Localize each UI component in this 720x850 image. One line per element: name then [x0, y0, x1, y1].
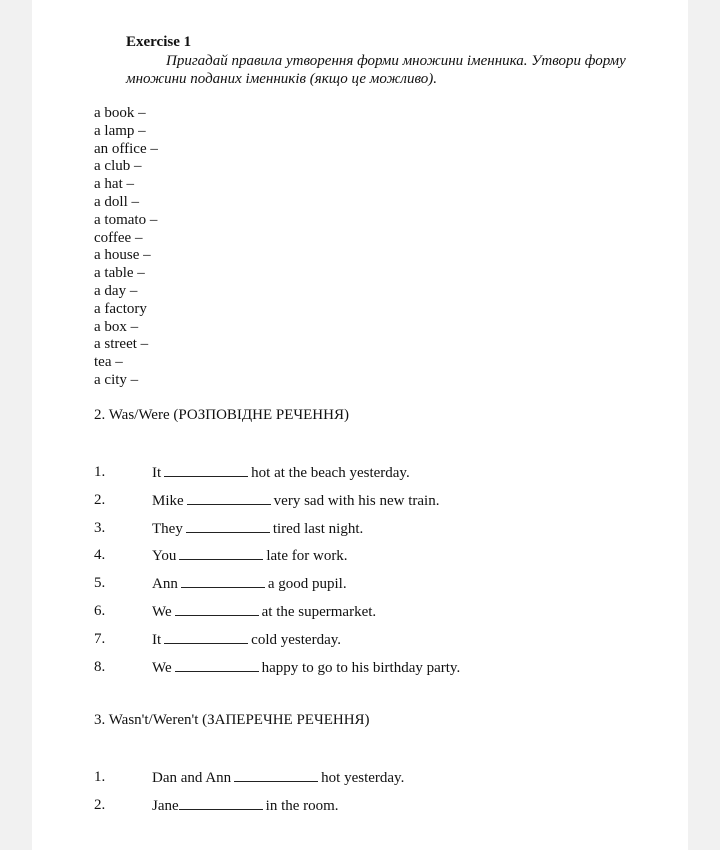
row-number: 3.: [94, 519, 106, 536]
row-number: 5.: [94, 575, 106, 592]
sentence-start: It: [152, 631, 162, 648]
row-number: 4.: [94, 547, 106, 564]
row-number: 2.: [94, 796, 106, 813]
answer-blank[interactable]: [164, 629, 248, 644]
answer-blank[interactable]: [179, 795, 263, 810]
row-number: 7.: [94, 630, 106, 647]
sentence-start: It: [152, 465, 162, 481]
row-sentence: [152, 518, 363, 539]
noun-item: a house –: [94, 247, 151, 264]
row-sentence: [152, 490, 439, 511]
row-sentence: [152, 462, 410, 483]
row-sentence: [152, 795, 339, 816]
noun-item: a box –: [94, 318, 139, 335]
row-sentence: [152, 767, 404, 788]
sentence-end: tired last night.: [272, 520, 364, 537]
answer-blank[interactable]: [164, 462, 248, 477]
noun-item: a factory: [94, 300, 147, 317]
sentence-start: Ann: [152, 576, 178, 593]
sentence-start: We: [152, 659, 172, 676]
sentence-end: happy to go to his birthday party.: [261, 659, 461, 676]
answer-blank[interactable]: [179, 545, 263, 560]
exercise-title: Exercise 1: [126, 34, 192, 50]
sentence-start: You: [152, 548, 177, 565]
answer-blank[interactable]: [181, 573, 265, 588]
sentence-end: late for work.: [266, 548, 348, 565]
answer-blank[interactable]: [186, 518, 270, 533]
sentence-end: a good pupil.: [267, 576, 347, 593]
section2-heading: 2. Was/Were (РОЗПОВІДНЕ РЕЧЕННЯ): [94, 407, 349, 423]
worksheet-page: [32, 0, 688, 850]
row-number: 2.: [94, 491, 106, 508]
sentence-end: hot at the beach yesterday.: [251, 465, 410, 481]
sentence-start: We: [152, 603, 172, 620]
noun-item: a day –: [94, 282, 138, 299]
noun-item: a doll –: [94, 193, 139, 210]
sentence-end: cold yesterday.: [251, 631, 341, 648]
sentence-start: They: [152, 520, 183, 537]
noun-item: a club –: [94, 158, 142, 175]
sentence-start: Dan and Ann: [152, 770, 232, 786]
answer-blank[interactable]: [175, 601, 259, 616]
noun-item: a city –: [94, 371, 139, 388]
sentence-end: very sad with his new train.: [273, 492, 440, 509]
noun-item: tea –: [94, 354, 123, 371]
exercise-instruction: Пригадай правила утворення форми множини іменника. Утвори форму множини поданих іменників (якщо це можливо).: [126, 53, 626, 87]
sentence-end: hot yesterday.: [321, 770, 405, 786]
sentence-start: Mike: [152, 492, 184, 509]
row-number: 6.: [94, 602, 106, 619]
noun-item: a book –: [94, 105, 146, 121]
noun-item: a hat –: [94, 176, 134, 193]
answer-blank[interactable]: [175, 657, 259, 672]
sentence-end: in the room.: [265, 797, 339, 814]
noun-item: a table –: [94, 265, 145, 282]
noun-list: [94, 105, 158, 390]
row-sentence: [152, 545, 348, 566]
row-sentence: [152, 573, 347, 594]
row-number: 1.: [94, 769, 106, 785]
row-number: 8.: [94, 658, 106, 675]
noun-item: a street –: [94, 336, 149, 353]
noun-item: an office –: [94, 140, 158, 157]
sentence-end: at the supermarket.: [261, 603, 377, 620]
row-sentence: [152, 657, 460, 678]
row-sentence: [152, 629, 341, 650]
row-number: 1.: [94, 464, 106, 480]
sentence-start: Jane: [152, 797, 179, 814]
noun-item: coffee –: [94, 229, 143, 246]
row-sentence: [152, 601, 376, 622]
section3-heading: 3. Wasn't/Weren't (ЗАПЕРЕЧНЕ РЕЧЕННЯ): [94, 712, 370, 728]
noun-item: a lamp –: [94, 122, 146, 139]
noun-item: a tomato –: [94, 211, 158, 228]
answer-blank[interactable]: [187, 490, 271, 505]
answer-blank[interactable]: [234, 767, 318, 782]
